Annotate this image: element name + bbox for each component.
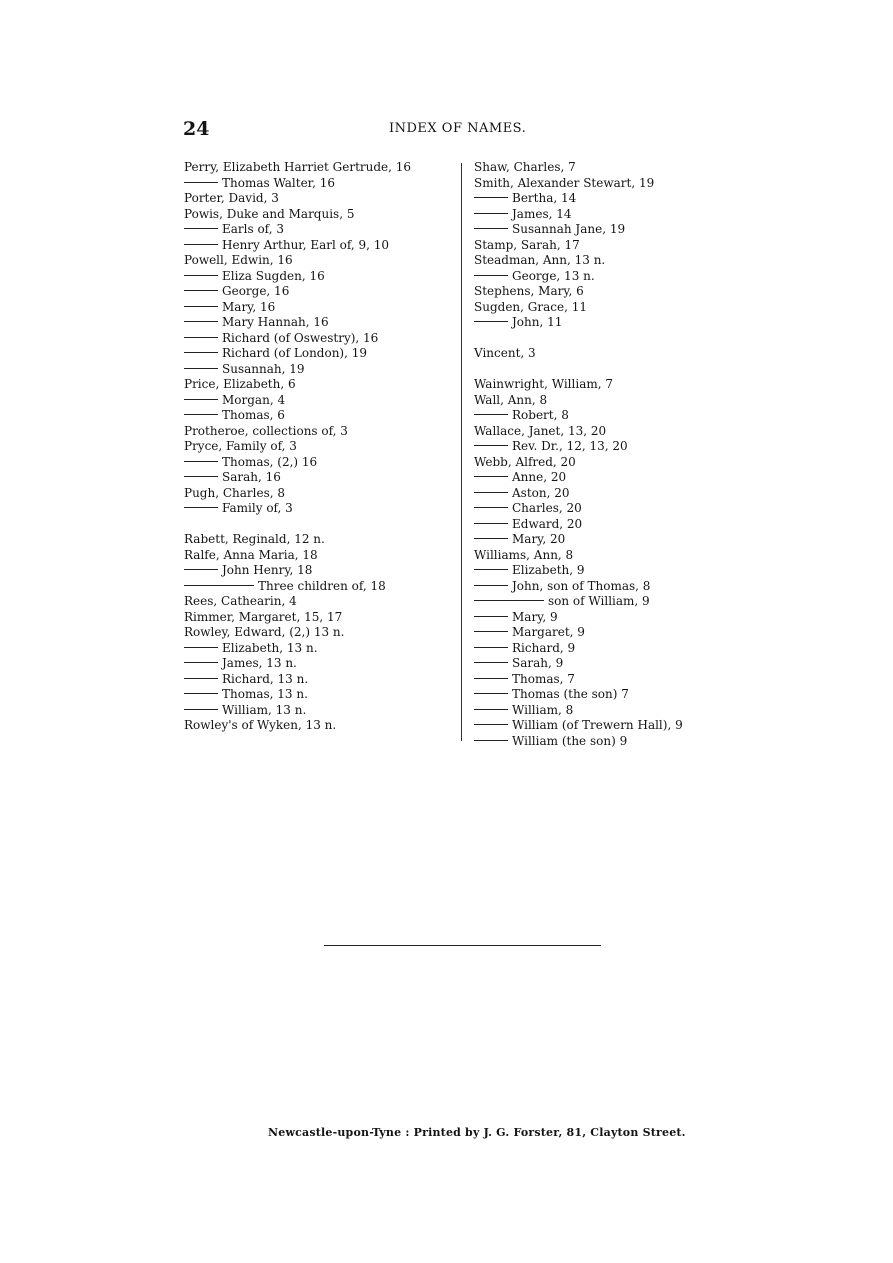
index-entry [184,346,464,362]
index-entry-text: Aston, 20 [512,485,570,500]
index-entry [184,718,464,734]
index-entry-text: Rev. Dr., 12, 13, 20 [512,439,628,453]
index-entry-text: Perry, Elizabeth Harriet Gertrude, 16 [184,160,412,174]
ditto-dash [474,709,508,710]
index-entry [184,222,464,238]
index-entry [184,656,464,672]
index-entry-text: son of William, 9 [548,594,650,608]
footer-rule [324,945,601,946]
index-entry [184,238,464,254]
index-entry [474,222,774,238]
ditto-dash [184,678,218,679]
index-entry [184,625,464,641]
index-entry-text: John, 11 [512,315,563,329]
index-entry [184,703,464,719]
index-entry-text: Thomas Walter, 16 [222,175,335,190]
ditto-dash [474,631,508,632]
index-entry [184,176,464,192]
index-entry-text: Wall, Ann, 8 [474,392,548,407]
index-entry-text: Elizabeth, 9 [512,563,585,577]
index-entry [474,641,774,657]
ditto-dash [184,275,218,276]
index-entry [474,532,774,548]
index-entry [184,501,464,517]
ditto-dash [184,337,218,338]
index-entry [474,455,774,471]
ditto-dash [184,585,254,586]
index-entry [474,284,774,300]
ditto-dash [474,740,508,741]
index-entry [184,300,464,316]
index-entry-text: Eliza Sugden, 16 [222,268,325,283]
index-entry [474,563,774,579]
ditto-dash [474,213,508,214]
index-entry [474,253,774,269]
ditto-dash [474,507,508,508]
ditto-dash [474,662,508,663]
index-entry-text: Shaw, Charles, 7 [474,160,576,174]
index-entry-text: William (of Trewern Hall), 9 [512,718,683,732]
ditto-dash [184,476,218,477]
index-entry-text: Earls of, 3 [222,222,284,236]
index-entry [474,176,774,192]
index-entry-text: Stephens, Mary, 6 [474,284,584,298]
index-entry [474,439,774,455]
index-entry [474,424,774,440]
index-entry-text: Rabett, Reginald, 12 n. [184,532,325,546]
index-entry-text: Henry Arthur, Earl of, 9, 10 [222,237,390,252]
index-entry [474,579,774,595]
ditto-dash [184,228,218,229]
index-column-left [184,160,464,734]
index-entry [184,315,464,331]
index-entry [184,548,464,564]
index-entry-text: John, son of Thomas, 8 [512,578,651,593]
index-column-right [474,160,774,749]
ditto-dash [474,616,508,617]
index-entry [474,191,774,207]
index-entry-text: Steadman, Ann, 13 n. [474,253,606,267]
page-number: 24 [183,118,210,140]
index-entry [184,532,464,548]
index-entry-text: Thomas, 6 [222,408,285,422]
index-entry-text: Powell, Edwin, 16 [184,253,293,267]
index-entry [184,362,464,378]
printer-imprint: Newcastle-upon-Tyne : Printed by J. G. Forster, 81, Clayton Street. [268,1126,686,1139]
index-entry-text: Porter, David, 3 [184,191,279,205]
index-entry [474,703,774,719]
ditto-dash [184,368,218,369]
ditto-dash [184,507,218,508]
index-entry-text: James, 13 n. [222,656,297,670]
index-entry [474,346,774,362]
index-entry [474,269,774,285]
index-entry [474,207,774,223]
index-entry-text: Sarah, 16 [222,470,281,484]
index-entry-text: Sarah, 9 [512,656,564,670]
index-entry-text: Edward, 20 [512,516,583,531]
index-entry-text: Thomas, 13 n. [222,687,308,701]
running-title: INDEX OF NAMES. [389,121,527,136]
ditto-dash [474,275,508,276]
index-entry-text: Rowley's of Wyken, 13 n. [184,718,337,732]
index-entry [184,377,464,393]
index-entry-text: Thomas, (2,) 16 [222,454,318,469]
index-entry-text: Stamp, Sarah, 17 [474,237,580,252]
index-entry [184,486,464,502]
index-entry-text: Wainwright, William, 7 [474,377,613,391]
index-entry-text: Powis, Duke and Marquis, 5 [184,206,355,221]
index-entry-text: William, 8 [512,702,574,717]
index-entry-text: Anne, 20 [512,470,567,484]
ditto-dash [474,693,508,694]
index-entry [184,331,464,347]
ditto-dash [184,662,218,663]
ditto-dash [474,476,508,477]
index-entry-text: Mary, 20 [512,532,566,546]
index-entry [184,594,464,610]
index-entry [474,393,774,409]
index-entry-text: Richard, 9 [512,640,576,655]
ditto-dash [474,228,508,229]
index-entry-text: Sugden, Grace, 11 [474,299,587,314]
index-entry-text: Williams, Ann, 8 [474,547,574,562]
index-entry [184,610,464,626]
ditto-dash [184,321,218,322]
index-entry-text: Richard (of London), 19 [222,346,368,360]
index-entry-text: James, 14 [512,206,572,221]
ditto-dash [474,445,508,446]
ditto-dash [184,709,218,710]
index-entry-text: Susannah, 19 [222,361,305,376]
index-entry [184,579,464,595]
index-entry [184,687,464,703]
index-entry-text: Rees, Cathearin, 4 [184,594,297,608]
index-entry-text: Thomas, 7 [512,671,575,686]
index-entry-text: Price, Elizabeth, 6 [184,377,296,391]
index-entry-text: Richard, 13 n. [222,671,309,686]
index-entry-text: Rimmer, Margaret, 15, 17 [184,609,343,624]
index-entry [184,424,464,440]
index-entry [474,377,774,393]
index-entry [184,563,464,579]
ditto-dash [184,290,218,291]
ditto-dash [184,182,218,183]
index-entry-text: Mary, 16 [222,299,276,314]
ditto-dash [474,197,508,198]
ditto-dash [474,523,508,524]
ditto-dash [184,461,218,462]
index-entry [184,393,464,409]
index-entry [474,734,774,750]
index-entry-text: Bertha, 14 [512,191,577,205]
index-entry [474,656,774,672]
index-entry-text: Thomas (the son) 7 [512,687,629,701]
index-entry-text: Robert, 8 [512,408,569,422]
ditto-dash [184,306,218,307]
index-entry-text: Webb, Alfred, 20 [474,454,576,469]
index-entry [184,284,464,300]
column-divider [461,163,462,741]
index-entry [474,672,774,688]
index-entry-text: Ralfe, Anna Maria, 18 [184,547,318,562]
index-entry [184,455,464,471]
ditto-dash [184,647,218,648]
index-entry [474,610,774,626]
index-entry-text: Mary, 9 [512,609,558,624]
index-entry [474,501,774,517]
index-entry [474,517,774,533]
ditto-dash [184,244,218,245]
index-entry-text: Three children of, 18 [258,578,386,593]
index-entry [184,269,464,285]
index-entry-text: George, 13 n. [512,268,595,283]
ditto-dash [474,414,508,415]
index-entry-text: Margaret, 9 [512,625,585,639]
index-entry [184,641,464,657]
ditto-dash [474,569,508,570]
index-entry [474,315,774,331]
index-entry [184,207,464,223]
ditto-dash [474,678,508,679]
ditto-dash [184,352,218,353]
index-entry-text: Rowley, Edward, (2,) 13 n. [184,625,345,639]
index-entry [474,238,774,254]
index-entry-text: Charles, 20 [512,501,582,515]
index-entry-text: William (the son) 9 [512,733,628,748]
ditto-dash [474,600,544,601]
index-entry-text: Smith, Alexander Stewart, 19 [474,175,655,190]
index-entry [474,300,774,316]
index-entry [474,548,774,564]
index-entry-text: Family of, 3 [222,501,293,515]
ditto-dash [474,538,508,539]
index-entry-text: Mary Hannah, 16 [222,315,329,329]
index-entry [184,672,464,688]
index-entry-text: Protheroe, collections of, 3 [184,423,348,438]
index-entry-text: Vincent, 3 [474,346,536,360]
ditto-dash [184,693,218,694]
index-entry-text: Richard (of Oswestry), 16 [222,330,379,345]
ditto-dash [474,492,508,493]
index-entry-text: John Henry, 18 [222,563,313,577]
index-entry-text: Wallace, Janet, 13, 20 [474,423,607,438]
index-entry [474,486,774,502]
index-entry [474,594,774,610]
index-entry [474,470,774,486]
index-entry [474,687,774,703]
ditto-dash [474,585,508,586]
index-entry-text: Susannah Jane, 19 [512,222,626,236]
ditto-dash [184,414,218,415]
index-entry [184,408,464,424]
index-entry [474,718,774,734]
index-entry [474,408,774,424]
index-entry [184,191,464,207]
index-entry-text: William, 13 n. [222,702,307,717]
index-entry [184,160,464,176]
index-entry [184,253,464,269]
index-entry-text: Morgan, 4 [222,392,286,407]
index-entry [184,470,464,486]
index-entry [184,439,464,455]
index-entry-text: Pryce, Family of, 3 [184,439,297,453]
index-entry-text: George, 16 [222,284,290,298]
ditto-dash [184,569,218,570]
ditto-dash [474,321,508,322]
index-entry [474,160,774,176]
index-entry-text: Elizabeth, 13 n. [222,640,318,655]
index-entry [474,625,774,641]
index-entry-text: Pugh, Charles, 8 [184,485,286,500]
ditto-dash [184,399,218,400]
ditto-dash [474,724,508,725]
ditto-dash [474,647,508,648]
